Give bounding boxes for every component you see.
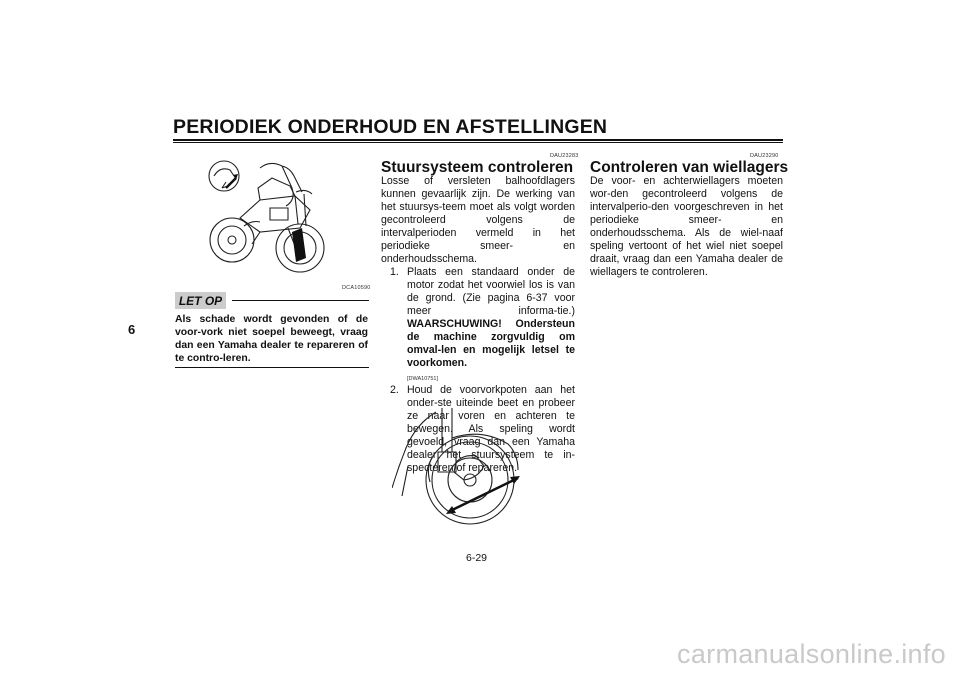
steering-code: DAU23283 xyxy=(550,153,579,159)
figure-code: DCA10590 xyxy=(342,285,371,291)
notice-rule-bottom xyxy=(175,367,369,368)
steering-title: Stuursysteem controleren xyxy=(381,159,574,176)
page-number: 6-29 xyxy=(466,552,488,564)
wheel-bearings-code: DAU23290 xyxy=(750,153,779,159)
front-wheel-illustration xyxy=(392,408,532,533)
step-1-warning: WAARSCHUWING! Ondersteun de machine zorgvuldig om omval-len en mogelijk letsel te voorkomen. xyxy=(407,318,575,369)
notice-label: LET OP xyxy=(175,292,226,309)
page-header-title: PERIODIEK ONDERHOUD EN AFSTELLINGEN xyxy=(173,116,608,138)
wheel-bearings-text: De voor- en achterwiellagers moeten wor-den gecontroleerd volgens de intervalperio-den voorgeschreven in het periodieke smeer- en onderhoudsschema. Als de wiel-naaf speling vertoont of het wiel niet soepel draait, vraag dan een Yamaha dealer de wiellagers te controleren. xyxy=(590,175,783,278)
step-1-number: 1. xyxy=(390,266,399,278)
chapter-tab: 6 xyxy=(128,322,136,337)
notice-rule-top xyxy=(232,300,369,301)
wheel-bearings-title: Controleren van wiellagers xyxy=(590,159,789,176)
warning-code: [DWA10751] xyxy=(407,376,438,382)
step-2-number: 2. xyxy=(390,384,399,396)
notice-text: Als schade wordt gevonden of de voor-vork niet soepel beweegt, vraag dan een Yamaha dealer te repareren of te contro-leren. xyxy=(175,314,368,364)
header-rule xyxy=(173,139,783,143)
step-2-text: Houd de voorvorkpoten aan het onder-ste uiteinde beet en probeer ze naar voren en achteren te bewegen. Als speling wordt gevoeld, vraag dan een Yamaha dealer het stuursysteem te in-specteren of repareren. xyxy=(407,384,575,474)
steering-step-1 xyxy=(390,266,575,383)
watermark: carmanualsonline.info xyxy=(677,639,946,669)
steering-intro: Losse of versleten balhoofdlagers kunnen gevaarlijk zijn. De werking van het stuursys-teem moet als volgt worden gecontroleerd volgens de intervalperioden vermeld in het periodieke smeer- en onderhoudsschema. xyxy=(381,175,575,265)
motorcycle-illustration xyxy=(200,148,360,283)
step-1-text: Plaats een standaard onder de motor zodat het voorwiel los is van de grond. (Zie pagina 6-37 voor meer informa-tie.) xyxy=(407,266,575,317)
